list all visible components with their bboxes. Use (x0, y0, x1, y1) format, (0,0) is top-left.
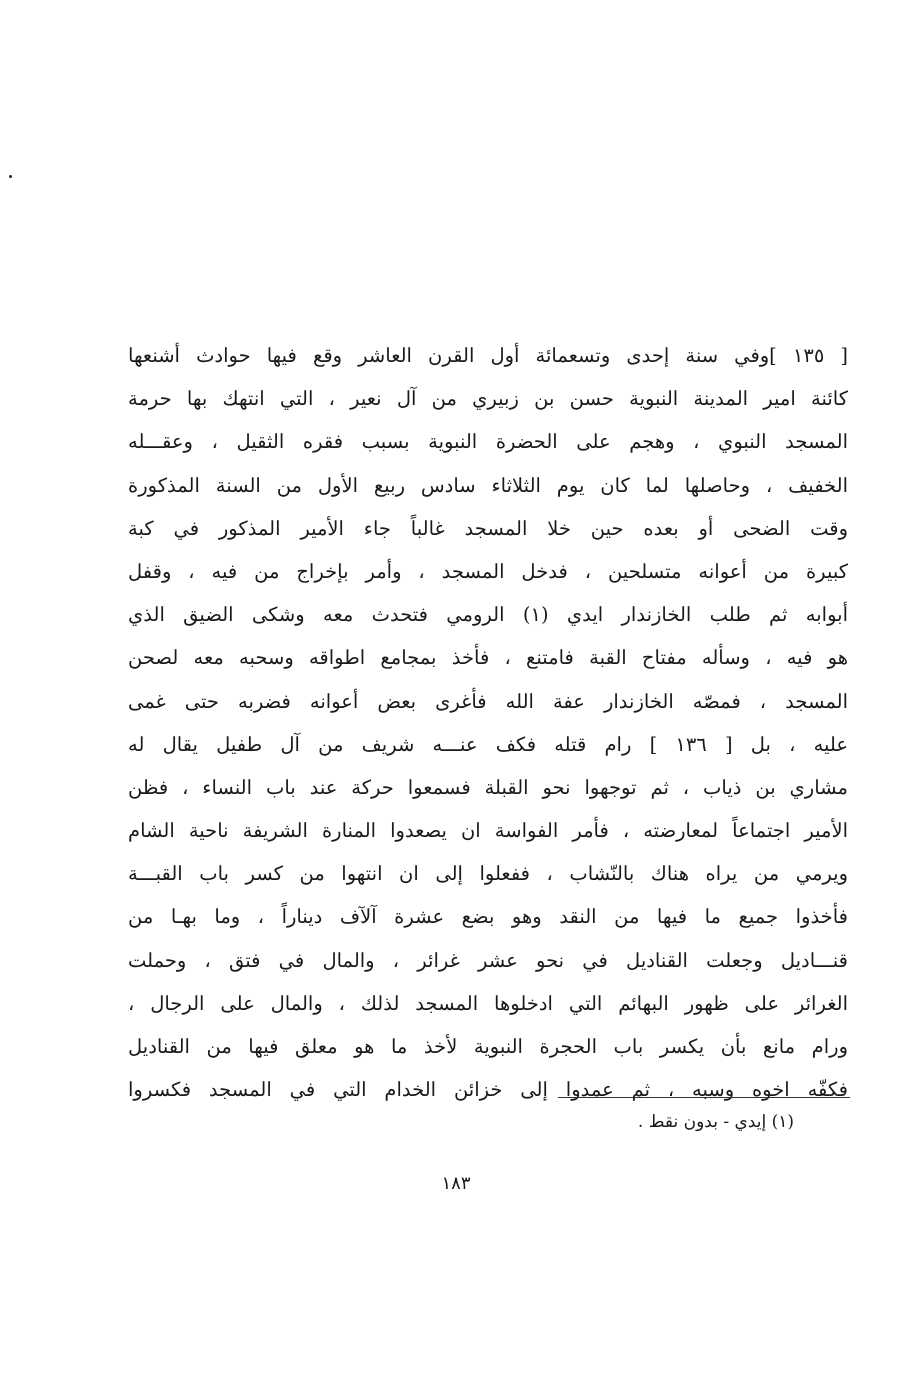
text-line: كائنة امير المدينة النبوية حسن بن زبيري من آل نعير ، التي انتهك بها حرمة (128, 387, 848, 411)
text-line: قنـــاديل وجعلت القناديل في نحو عشر غرائر ، والمال في فتق ، وحملت (128, 948, 848, 972)
text-line: المسجد ، فمصّه الخازندار عفة الله فأغرى بعض أعوانه فضربه حتى غمى (128, 689, 848, 713)
text-line: ويرمي من يراه هناك بالنّشاب ، ففعلوا إلى ان انتهوا من كسر باب القبـــة (128, 862, 848, 886)
text-line: الخفيف ، وحاصلها لما كان يوم الثلاثاء سادس ربيع الأول من السنة المذكورة (128, 473, 848, 497)
page-number: ١٨٣ (441, 1173, 471, 1194)
text-line: الغرائر على ظهور البهائم التي ادخلوها المسجد لذلك ، والمال على الرجال ، (128, 991, 848, 1015)
text-line: هو فيه ، وسأله مفتاح القبة فامتنع ، فأخذ بمجامع اطواقه وسحبه معه لصحن (128, 646, 848, 670)
text-line: الأمير اجتماعاً لمعارضته ، فأمر الفواسة ان يصعدوا المنارة الشريفة ناحية الشام (128, 819, 848, 843)
footnote: (١) إيدي - بدون نقط . (637, 1112, 794, 1132)
text-line: مشاري بن ذياب ، ثم توجهوا نحو القبلة فسمعوا حركة عند باب النساء ، فظن (128, 775, 848, 799)
page-speck (9, 175, 12, 178)
text-line: أبوابه ثم طلب الخازندار ايدي (١) الرومي فتحدث معه وشكى الضيق الذي (128, 603, 848, 627)
footnote-divider (558, 1097, 850, 1098)
text-line: فكفّه اخوه وسبه ، ثم عمدوا إلى خزائن الخدام التي في المسجد فكسروا (128, 1078, 848, 1102)
text-line: المسجد النبوي ، وهجم على الحضرة النبوية بسبب فقره الثقيل ، وعقـــله (128, 430, 848, 454)
text-line: وقت الضحى أو بعده حين خلا المسجد غالباً جاء الأمير المذكور في كبة (128, 516, 848, 540)
text-line: [ ١٣٥ ]وفي سنة إحدى وتسعمائة أول القرن العاشر وقع فيها حوادث أشنعها (128, 344, 848, 367)
text-line: عليه ، بل [ ١٣٦ ] رام قتله فكف عنـــه شريف من آل طفيل يقال له (128, 732, 848, 756)
text-line: فأخذوا جميع ما فيها من النقد وهو بضع عشرة آلآف ديناراً ، وما بهـا من (128, 905, 848, 929)
body-text (128, 334, 848, 1111)
text-line: ورام مانع بأن يكسر باب الحجرة النبوية لأخذ ما هو معلق فيها من القناديل (128, 1035, 848, 1058)
text-line: كبيرة من أعوانه متسلحين ، فدخل المسجد ، وأمر بإخراج من فيه ، وقفل (128, 559, 848, 583)
